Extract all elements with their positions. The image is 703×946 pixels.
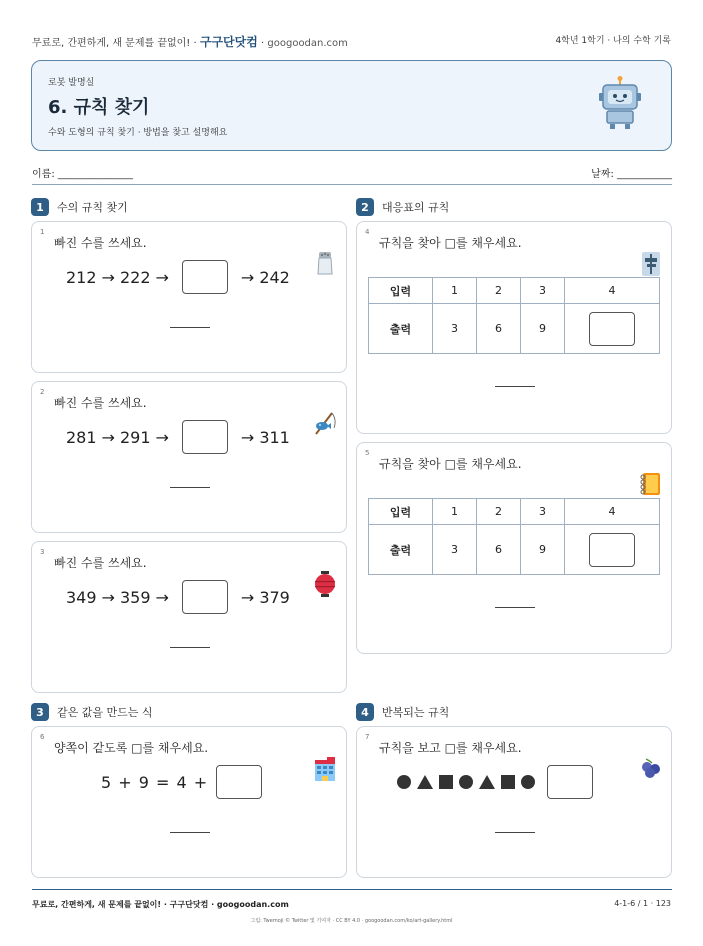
answer-line[interactable]	[170, 327, 210, 328]
rule-table	[368, 498, 660, 575]
date-field[interactable]: 날짜: ___________	[591, 169, 672, 180]
problem-card-1	[31, 221, 347, 373]
seq-term: 379	[259, 587, 290, 607]
equation	[101, 765, 270, 799]
arrow: →	[155, 267, 169, 287]
fishing-pole-icon	[312, 410, 338, 436]
problem-number: 2	[40, 388, 45, 396]
seq-term: 222	[119, 267, 151, 287]
output-answer-cell	[565, 525, 660, 575]
seq-term: 281	[66, 427, 97, 447]
input-cell: 2	[477, 278, 521, 304]
problem-card-7	[356, 726, 672, 878]
header-tagline-row: 무료로, 간편하게, 새 문제를 끝없이! · 구구단닷컴 · googoodan.com	[32, 35, 348, 49]
answer-box[interactable]	[216, 765, 262, 799]
square-shape	[439, 775, 453, 789]
problem-number: 3	[40, 548, 45, 556]
footer-brand: 무료로, 간편하게, 새 문제를 끝없이! · 구구단닷컴 · googoodan.com	[32, 900, 289, 909]
triangle-shape	[417, 775, 433, 789]
section-3-header	[31, 703, 153, 721]
answer-line[interactable]	[170, 487, 210, 488]
problem-instruction: 규칙을 보고 □를 채우세요.	[379, 741, 522, 755]
name-field[interactable]: 이름: _______________	[32, 169, 133, 180]
problem-number: 1	[40, 228, 45, 236]
shape-pattern	[397, 765, 593, 799]
equation-text: 5 + 9 = 4 +	[101, 772, 209, 792]
input-header: 입력	[369, 499, 433, 525]
problem-instruction: 양쪽이 같도록 □를 채우세요.	[54, 741, 209, 755]
section-title: 반복되는 규칙	[382, 706, 450, 719]
problem-card-6	[31, 726, 347, 878]
output-header: 출력	[369, 304, 433, 354]
problem-number: 5	[365, 449, 370, 457]
problem-instruction: 빠진 수를 쓰세요.	[54, 556, 147, 570]
banner-kicker: 로봇 발명실	[48, 78, 95, 88]
problem-card-5	[356, 442, 672, 654]
section-number: 4	[356, 703, 374, 721]
name-date-row	[32, 165, 672, 185]
arrow: →	[240, 587, 255, 607]
salt-shaker-icon	[315, 250, 335, 276]
arrow: →	[101, 587, 115, 607]
seq-term: 359	[119, 587, 151, 607]
image-credit: 그림: Twemoji © Twitter 및 기여자 · CC BY 4.0 · googoodan.com/ko/art-gallery.html	[250, 918, 453, 924]
circle-shape	[521, 775, 535, 789]
section-number: 1	[31, 198, 49, 216]
problem-instruction: 규칙을 찾아 □를 채우세요.	[379, 236, 522, 250]
number-sequence	[66, 420, 290, 454]
rule-table	[368, 277, 660, 354]
problem-card-4	[356, 221, 672, 434]
output-header: 출력	[369, 525, 433, 575]
arrow: →	[155, 427, 169, 447]
answer-line[interactable]	[170, 647, 210, 648]
arrow: →	[240, 427, 255, 447]
section-number: 2	[356, 198, 374, 216]
answer-box[interactable]	[589, 533, 635, 567]
page-title: 6. 규칙 찾기	[48, 97, 150, 118]
input-cell: 3	[521, 499, 565, 525]
seq-term: 311	[259, 427, 290, 447]
notebook-icon	[638, 471, 662, 497]
output-cell: 9	[521, 304, 565, 354]
answer-line[interactable]	[495, 832, 535, 833]
header-brand: 구구단닷컴	[199, 35, 258, 49]
seq-term: 242	[259, 267, 290, 287]
circle-shape	[459, 775, 473, 789]
header-tagline: 무료로, 간편하게, 새 문제를 끝없이!	[32, 38, 191, 49]
arrow: →	[101, 267, 115, 287]
unit-banner	[31, 60, 672, 151]
banner-subtitle: 수와 도형의 규칙 찾기 · 방법을 찾고 설명해요	[48, 128, 228, 138]
section-2-header	[356, 198, 449, 216]
output-cell: 3	[433, 304, 477, 354]
signpost-icon	[641, 251, 661, 277]
section-4-header	[356, 703, 449, 721]
answer-line[interactable]	[495, 386, 535, 387]
footer-page-code: 4-1-6 / 1 · 123	[614, 899, 671, 908]
section-number: 3	[31, 703, 49, 721]
triangle-shape	[479, 775, 495, 789]
input-cell: 4	[565, 278, 660, 304]
problem-instruction: 규칙을 찾아 □를 채우세요.	[379, 457, 522, 471]
input-cell: 2	[477, 499, 521, 525]
problem-instruction: 빠진 수를 쓰세요.	[54, 396, 147, 410]
arrow: →	[240, 267, 255, 287]
answer-box[interactable]	[182, 580, 228, 614]
input-cell: 1	[433, 499, 477, 525]
header-site: googoodan.com	[267, 38, 348, 49]
output-cell: 6	[477, 304, 521, 354]
input-cell: 4	[565, 499, 660, 525]
arrow: →	[155, 587, 169, 607]
number-sequence	[66, 260, 290, 294]
blueberries-icon	[640, 757, 662, 779]
header-grade-info: 4학년 1학기 · 나의 수학 기록	[555, 36, 671, 46]
answer-box[interactable]	[182, 420, 228, 454]
answer-line[interactable]	[495, 607, 535, 608]
output-cell: 3	[433, 525, 477, 575]
seq-term: 291	[119, 427, 151, 447]
input-cell: 3	[521, 278, 565, 304]
input-cell: 1	[433, 278, 477, 304]
arrow: →	[101, 427, 115, 447]
seq-term: 212	[66, 267, 97, 287]
output-cell: 6	[477, 525, 521, 575]
square-shape	[501, 775, 515, 789]
problem-number: 6	[40, 733, 45, 741]
section-title: 수의 규칙 찾기	[57, 201, 128, 214]
problem-card-2	[31, 381, 347, 533]
answer-line[interactable]	[170, 832, 210, 833]
department-store-icon	[313, 756, 337, 782]
circle-shape	[397, 775, 411, 789]
answer-box[interactable]	[182, 260, 228, 294]
number-sequence	[66, 580, 290, 614]
output-answer-cell	[565, 304, 660, 354]
input-header: 입력	[369, 278, 433, 304]
footer-divider	[32, 889, 672, 890]
answer-box[interactable]	[589, 312, 635, 346]
section-1-header	[31, 198, 128, 216]
problem-number: 4	[365, 228, 370, 236]
output-cell: 9	[521, 525, 565, 575]
problem-number: 7	[365, 733, 370, 741]
section-title: 대응표의 규칙	[382, 201, 450, 214]
robot-icon	[595, 75, 645, 131]
red-lantern-icon	[313, 570, 337, 598]
section-title: 같은 값을 만드는 식	[57, 706, 153, 719]
seq-term: 349	[66, 587, 97, 607]
answer-box[interactable]	[547, 765, 593, 799]
problem-card-3	[31, 541, 347, 693]
problem-instruction: 빠진 수를 쓰세요.	[54, 236, 147, 250]
